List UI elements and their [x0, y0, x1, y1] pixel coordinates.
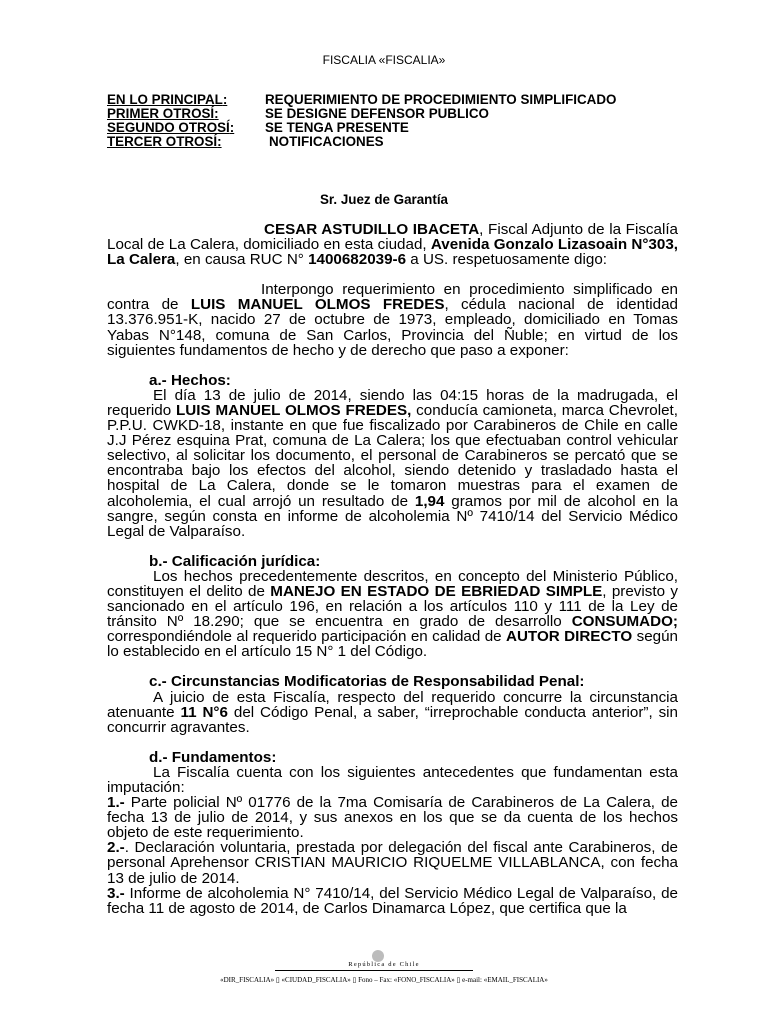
evidence-item: 1.- Parte policial Nº 01776 de la 7ma Comisaría de Carabineros de La Calera, de fecha 13 de julio de 2014, y sus anexos en los que se da cuenta de los hechos objeto de este requerimiento.: [107, 794, 678, 842]
document-body: [107, 222, 678, 916]
crime-stage: CONSUMADO;: [571, 613, 678, 631]
alcohol-grams: 1,94: [414, 492, 445, 510]
fiscal-name: CESAR ASTUDILLO IBACETA: [264, 221, 480, 238]
footer-contact: «DIR_FISCALIA» ▯ «CIUDAD_FISCALIA» ▯ Fono – Fax: «FONO_FISCALIA» ▯ e-mail: «EMAIL_FISCALIA»: [220, 976, 548, 984]
section-heading-calificacion: b.- Calificación jurídica:: [149, 552, 321, 570]
section-heading-fundamentos: d.- Fundamentos:: [149, 748, 277, 766]
circunstancias-paragraph: A juicio de esta Fiscalía, respecto del requerido concurre la circunstancia atenuante 11 N°6 del Código Penal, a saber, “irreprochable conducta anterior”, sin concurrir agravantes.: [107, 688, 678, 736]
sumilla-row: [107, 93, 616, 107]
fiscal-address: Avenida Gonzalo Lizasoain N°303, La Calera: [107, 236, 678, 269]
evidence-number: 2.-: [107, 839, 125, 857]
calificacion-paragraph: Los hechos precedentemente descritos, en concepto del Ministerio Público, constituyen el delito de MANEJO EN ESTADO DE EBRIEDAD SIMPLE, previsto y sancionado en el artículo 196, en relación a los artículos 110 y 111 de la Ley de tránsito Nº 18.290; que se encuentra en grado de desarrollo CONSUMADO; correspondiéndole al requerido participación en calidad de AUTOR DIRECTO según lo establecido en el artículo 15 N° 1 del Código.: [107, 567, 678, 661]
ruc-number: 1400682039-6: [308, 251, 407, 269]
intro-paragraph: CESAR ASTUDILLO IBACETA, Fiscal Adjunto de la Fiscalía Local de La Calera, domiciliado en esta ciudad, Avenida Gonzalo Lizasoain N°303, La Calera, en causa RUC N° 1400682039-6 a US. respetuosamente digo:: [107, 221, 678, 269]
fundamentos-intro: La Fiscalía cuenta con los siguientes antecedentes que fundamentan esta imputación:: [107, 763, 678, 796]
evidence-item: 2.-. Declaración voluntaria, prestada por delegación del fiscal ante Carabineros, de personal Aprehensor CRISTIAN MAURICIO RIQUELME VILLABLANCA, con fecha 13 de julio de 2014.: [107, 839, 678, 887]
participation-role: AUTOR DIRECTO: [506, 628, 633, 646]
sumilla-value: REQUERIMIENTO DE PROCEDIMIENTO SIMPLIFICADO: [265, 92, 617, 107]
accused-name: LUIS MANUEL OLMOS FREDES,: [176, 401, 412, 419]
sumilla-sep: :: [229, 120, 235, 135]
sumilla-sep: :: [214, 106, 219, 121]
requerimiento-paragraph: Interpongo requerimiento en procedimiento simplificado en contra de LUIS MANUEL OLMOS FREDES, cédula nacional de identidad 13.376.951-K, nacido 27 de octubre de 1973, empleado, domiciliado en Tomas Yabas N°148, comuna de San Carlos, Provincia del Ñuble; en virtud de los siguientes fundamentos de hecho y de derecho que paso a exponer:: [107, 281, 679, 359]
sumilla-row: [107, 121, 616, 135]
republica-label: República de Chile: [348, 961, 420, 968]
sumilla-key: TERCER OTROSÍ: [107, 134, 218, 149]
sumilla-value: SE DESIGNE DEFENSOR PUBLICO: [265, 106, 489, 121]
crime-name: MANEJO EN ESTADO DE EBRIEDAD SIMPLE: [270, 582, 603, 600]
sumilla-key: SEGUNDO OTROSÍ: [107, 120, 230, 135]
sumilla-key: PRIMER OTROSÍ: [107, 106, 215, 121]
sumilla-block: [107, 93, 616, 149]
attenuating-article: 11 N°6: [180, 703, 228, 721]
hechos-paragraph: El día 13 de julio de 2014, siendo las 04:15 horas de la madrugada, el requerido LUIS MANUEL OLMOS FREDES, conducía camioneta, marca Chevrolet, P.P.U. CWKD-18, instante en que fue fiscalizado por Carabineros de Chile en calle J.J Pérez esquina Prat, comuna de La Calera; los que efectuaban control vehicular selectivo, al solicitar los documento, el personal de Carabineros se percató que se encontraba bajo los efectos del alcohol, siendo detenido y trasladado hasta el hospital de La Calera, donde se le tomaron muestras para el examen de alcoholemia, el cual arrojó un resultado de 1,94 gramos por mil de alcohol en la sangre, según consta en informe de alcoholemia Nº 7410/14 del Servicio Médico Legal de Valparaíso.: [107, 386, 678, 540]
sumilla-row: [107, 107, 616, 121]
accused-name: LUIS MANUEL OLMOS FREDES: [190, 296, 445, 314]
evidence-number: 3.-: [107, 884, 125, 902]
section-heading-hechos: a.- Hechos:: [149, 371, 231, 389]
sumilla-row: [107, 135, 616, 149]
footer-divider: [275, 970, 473, 971]
sumilla-value: SE TENGA PRESENTE: [265, 120, 409, 135]
sumilla-value: NOTIFICACIONES: [269, 134, 384, 149]
evidence-item: 3.- Informe de alcoholemia N° 7410/14, del Servicio Médico Legal de Valparaíso, de fecha 11 de agosto de 2014, de Carlos Dinamarca López, que certifica que la: [107, 884, 678, 917]
section-heading-circunstancias: c.- Circunstancias Modificatorias de Responsabilidad Penal:: [149, 673, 585, 691]
sumilla-sep: :: [217, 134, 222, 149]
sumilla-key: EN LO PRINCIPAL: [107, 92, 223, 107]
evidence-number: 1.-: [107, 794, 125, 812]
addressee: Sr. Juez de Garantía: [319, 192, 448, 207]
sumilla-sep: :: [222, 92, 228, 107]
page-header: FISCALIA «FISCALIA»: [322, 53, 446, 67]
